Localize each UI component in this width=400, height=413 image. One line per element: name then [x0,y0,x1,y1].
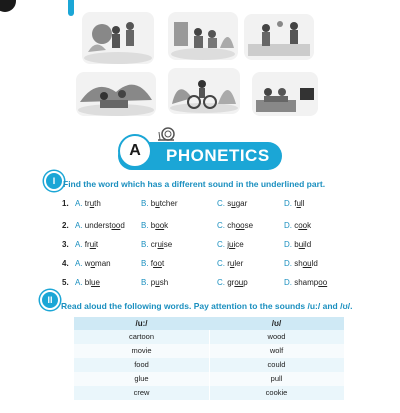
table-cell: crew [133,388,150,397]
table-cell: wood [267,332,286,341]
underlined-part: ue [91,278,100,287]
word-part: underst [84,221,112,230]
option-letter: A. [75,199,83,208]
word-part: f [150,259,154,268]
word-part: p [243,278,248,287]
snail-icon [156,126,176,142]
word-part: cr [150,240,158,249]
underlined-part: oo [153,259,162,268]
family-living-room-illustration [252,72,318,116]
answer-option[interactable] [284,221,311,230]
underlined-part: oo [155,221,165,230]
sound-table [74,317,344,400]
option-letter: B. [141,278,149,287]
answer-option[interactable] [141,199,178,208]
section-ii-number: II [40,290,60,310]
word-part: p [150,278,156,287]
family-picnic-illustration [168,12,238,60]
underlined-part: u [89,199,95,208]
answer-option[interactable] [75,240,98,249]
option-letter: B. [141,240,149,249]
table-cell: glue [134,374,149,383]
word-part: t [95,240,99,249]
word-part: bl [84,278,92,287]
option-letter: B. [141,259,149,268]
option-letter: D. [284,240,292,249]
answer-option[interactable] [217,278,248,287]
option-letter: D. [284,259,292,268]
answer-option[interactable] [75,199,101,208]
question-number: 4. [62,259,69,268]
word-part: w [84,259,91,268]
option-letter: A. [75,240,83,249]
underlined-part: ou [302,259,312,268]
basketball-game-illustration [244,14,314,60]
section-i-instruction: Find the word which has a different sound in the underlined part. [63,179,326,189]
option-letter: D. [284,199,292,208]
word-part: k [307,221,312,230]
option-letter: C. [217,259,225,268]
word-part: ler [234,259,244,268]
word-part: b [150,221,156,230]
answer-option[interactable] [75,278,100,287]
page-tab-marker [68,0,74,16]
table-header-u: /ʊ/ [271,319,282,328]
table-header-uu: /u:/ [135,319,148,328]
word-part: shamp [294,278,319,287]
underlined-part: ou [234,278,244,287]
word-part: d [120,221,125,230]
answer-option[interactable] [217,240,244,249]
word-part: sh [159,278,169,287]
question-number: 3. [62,240,69,249]
underlined-part: oo [298,221,308,230]
underlined-part: u [231,199,236,208]
underlined-part: u [155,199,160,208]
section-ii-instruction: Read aloud the following words. Pay attention to the sounds /u:/ and /ʊ/. [61,301,353,311]
section-i-number: I [44,171,64,191]
word-part: c [294,221,299,230]
section-title: PHONETICS [166,146,270,165]
word-part: ce [235,240,244,249]
option-letter: D. [284,278,292,287]
word-part: se [244,221,254,230]
answer-option[interactable] [217,221,253,230]
underlined-part: ui [89,240,96,249]
word-part: ch [227,221,236,230]
word-part: k [164,221,169,230]
answer-option[interactable] [217,199,247,208]
answer-option[interactable] [141,221,168,230]
word-part: r [227,259,230,268]
table-cell: pull [270,374,283,383]
word-part: fr [84,240,90,249]
section-letter: A [129,142,141,159]
answer-option[interactable] [284,278,327,287]
underlined-part: ui [298,240,305,249]
answer-option[interactable] [141,278,168,287]
word-part: b [294,240,299,249]
underlined-part: ui [229,240,236,249]
answer-option[interactable] [141,240,172,249]
table-cell: cartoon [128,332,155,341]
word-part: th [94,199,101,208]
word-part: b [150,199,156,208]
word-part: se [163,240,173,249]
word-part: f [294,199,297,208]
option-letter: A. [75,259,83,268]
people-walking-illustration [82,12,154,64]
word-part: s [227,199,232,208]
option-letter: C. [217,278,225,287]
column-divider [209,330,210,413]
option-letter: C. [217,199,225,208]
answer-option[interactable] [75,221,125,230]
word-part: sh [294,259,303,268]
bbq-group-illustration [76,72,156,116]
word-part: man [95,259,111,268]
option-letter: B. [141,199,149,208]
underlined-part: u [155,278,160,287]
answer-option[interactable] [284,199,304,208]
question-number: 2. [62,221,69,230]
option-letter: D. [284,221,292,230]
option-letter: B. [141,221,149,230]
word-part: ll [300,199,305,208]
question-number: 1. [62,199,69,208]
option-letter: C. [217,221,225,230]
word-part: ld [304,240,312,249]
underlined-part: u [229,259,235,268]
table-header [74,317,344,330]
answer-option[interactable] [284,259,318,268]
table-cell: could [267,360,286,369]
underlined-part: oo [235,221,245,230]
underlined-part: ui [157,240,164,249]
option-letter: C. [217,240,225,249]
word-part: t [161,259,165,268]
option-letter: A. [75,278,83,287]
underlined-part: oo [318,278,328,287]
underlined-part: o [90,259,96,268]
answer-option[interactable] [284,240,311,249]
answer-option[interactable] [217,259,243,268]
word-part: j [227,240,230,249]
answer-option[interactable] [75,259,111,268]
option-letter: A. [75,221,83,230]
cycling-illustration [168,68,240,114]
word-part: tcher [159,199,178,208]
underlined-part: u [296,199,301,208]
question-number: 5. [62,278,69,287]
table-cell: wolf [269,346,284,355]
table-cell: cookie [265,388,288,397]
answer-option[interactable] [141,259,164,268]
word-part: tr [84,199,90,208]
corner-decoration [0,0,16,12]
word-part: ld [311,259,318,268]
table-cell: movie [131,346,152,355]
word-part: gar [235,199,248,208]
word-part: gr [227,278,235,287]
table-cell: food [134,360,149,369]
underlined-part: oo [111,221,121,230]
